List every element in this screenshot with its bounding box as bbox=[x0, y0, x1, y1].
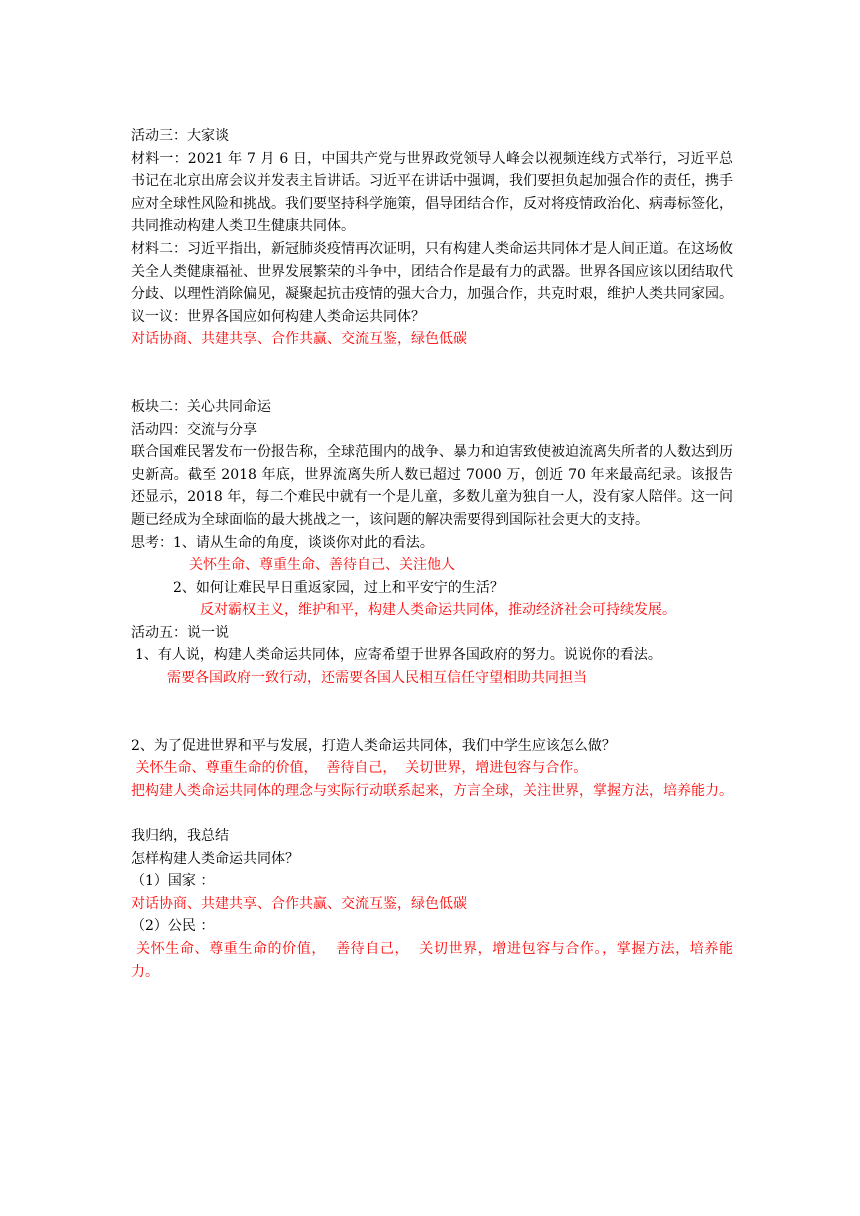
think-question-1: 思考：1、请从生命的角度，谈谈你对此的看法。 bbox=[131, 534, 434, 551]
activity3-material2: 材料二：习近平指出，新冠肺炎疫情再次证明，只有构建人类命运共同体才是人间正道。在这场攸关全人类健康福祉、世界发展繁荣的斗争中，团结合作是最有力的武器。世界各国应该以团结取代分歧、以理性消除偏见，凝聚起抗击疫情的强大合力，加强合作，共克时艰，维护人类共同家园。 bbox=[131, 240, 733, 303]
section2-title: 板块二：关心共同命运 bbox=[131, 398, 271, 415]
think-answer-2: 反对霸权主义，维护和平，构建人类命运共同体，推动经济社会可持续发展。 bbox=[200, 602, 676, 619]
activity5-answer-1: 需要各国政府一致行动，还需要各国人民相互信任守望相助共同担当 bbox=[167, 670, 587, 687]
think-answer-1: 关怀生命、尊重生命、善待自己、关注他人 bbox=[189, 557, 455, 574]
activity5-answer-2-line1: 关怀生命、尊重生命的价值， 善待自己， 关切世界，增进包容与合作。 bbox=[131, 760, 588, 777]
summary-citizen-answer: 关怀生命、尊重生命的价值， 善待自己， 关切世界，增进包容与合作。，掌握方法，培养能力。 bbox=[131, 941, 733, 980]
activity5-question-2: 2、为了促进世界和平与发展，打造人类命运共同体，我们中学生应该怎么做？ bbox=[131, 737, 616, 754]
activity5-question-1: 1、有人说，构建人类命运共同体，应寄希望于世界各国政府的努力。说说你的看法。 bbox=[135, 647, 662, 664]
spacer bbox=[131, 690, 733, 735]
activity3-answer: 对话协商、共建共享、合作共赢、交流互鉴，绿色低碳 bbox=[131, 331, 467, 348]
summary-country-answer: 对话协商、共建共享、合作共赢、交流互鉴，绿色低碳 bbox=[131, 895, 467, 912]
summary-title: 我归纳，我总结 bbox=[131, 828, 229, 845]
document-body bbox=[131, 125, 733, 983]
summary-citizen-label: （2）公民 ： bbox=[131, 918, 215, 935]
think-question-2: 2、如何让难民早日重返家园，过上和平安宁的生活？ bbox=[173, 579, 504, 596]
activity4-material: 联合国难民署发布一份报告称，全球范围内的战争、暴力和迫害致使被迫流离失所者的人数达到历史新高。截至 2018 年底，世界流离失所人数已超过 7000 万，创近 70 年来最高纪录。该报告还显示，2018 年，每二个难民中就有一个是儿童，多数儿童为独自一人，没有家人陪伴。这一问题已经成为全球面临的最大挑战之一，该问题的解决需要得到国际社会更大的支持。 bbox=[131, 444, 733, 528]
activity3-question: 议一议：世界各国应如何构建人类命运共同体？ bbox=[131, 308, 425, 325]
summary-question: 怎样构建人类命运共同体？ bbox=[131, 850, 299, 867]
activity3-title: 活动三：大家谈 bbox=[131, 128, 229, 144]
activity3-material1: 材料一：2021 年 7 月 6 日，中国共产党与世界政党领导人峰会以视频连线方式举行，习近平总书记在北京出席会议并发表主旨讲话。习近平在讲话中强调，我们要担负起加强合作的责任，携手应对全球性风险和挑战。我们要坚持科学施策，倡导团结合作，反对将疫情政治化、病毒标签化，共同推动构建人类卫生健康共同体。 bbox=[131, 150, 733, 235]
activity5-answer-2-line2: 把构建人类命运共同体的理念与实际行动联系起来，方言全球，关注世界，掌握方法，培养能力。 bbox=[131, 782, 733, 799]
spacer bbox=[131, 351, 733, 396]
activity4-title: 活动四：交流与分享 bbox=[131, 421, 257, 438]
activity5-title: 活动五：说一说 bbox=[131, 624, 229, 641]
summary-country-label: （1）国家 ： bbox=[131, 873, 215, 890]
spacer bbox=[131, 802, 733, 825]
